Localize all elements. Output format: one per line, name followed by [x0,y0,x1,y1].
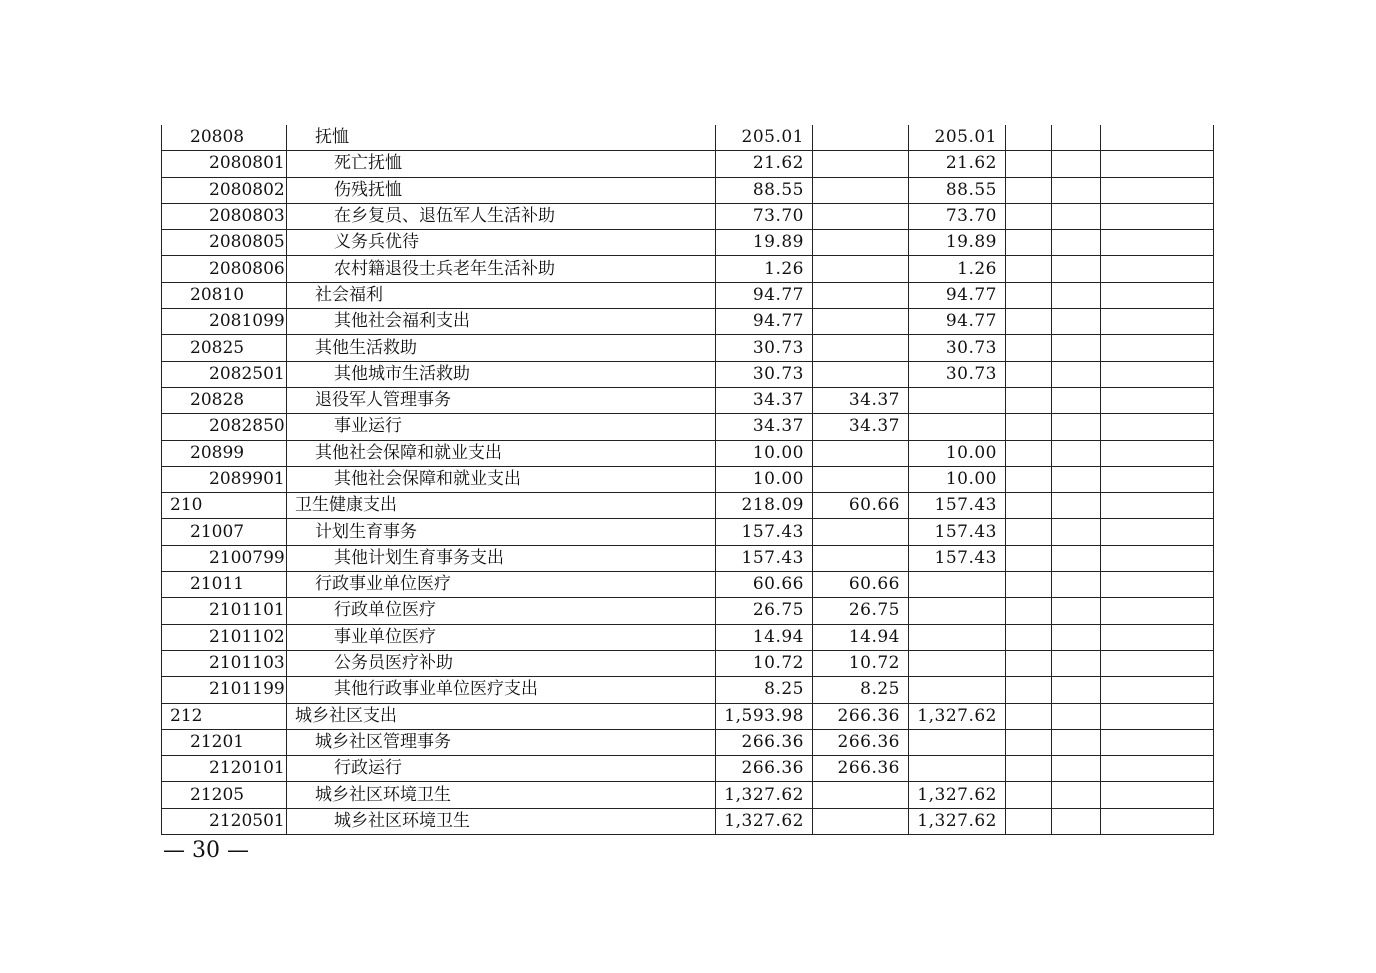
subject-code-cell: 20899 [162,440,287,466]
subject-code-cell: 2101103 [162,650,287,676]
empty-cell [1006,572,1052,598]
total-cell: 26.75 [716,598,813,624]
empty-cell [1006,598,1052,624]
empty-cell [1006,203,1052,229]
empty-cell [1006,335,1052,361]
empty-cell [1006,466,1052,492]
total-cell: 218.09 [716,493,813,519]
total-cell: 266.36 [716,729,813,755]
empty-cell [1052,677,1101,703]
empty-cell [1006,361,1052,387]
subject-code-cell: 20825 [162,335,287,361]
basic-expenditure-cell [813,361,909,387]
subject-name-cell: 事业单位医疗 [287,624,716,650]
empty-cell [1052,414,1101,440]
subject-name-cell: 城乡社区支出 [287,703,716,729]
project-expenditure-cell: 30.73 [909,335,1006,361]
project-expenditure-cell: 157.43 [909,545,1006,571]
project-expenditure-cell: 94.77 [909,309,1006,335]
empty-cell [1006,493,1052,519]
subject-name-cell: 伤残抚恤 [287,177,716,203]
basic-expenditure-cell [813,203,909,229]
empty-cell [1006,624,1052,650]
table-row [162,677,1214,703]
table-row [162,572,1214,598]
basic-expenditure-cell [813,782,909,808]
table-row [162,309,1214,335]
empty-cell [1006,677,1052,703]
total-cell: 60.66 [716,572,813,598]
basic-expenditure-cell [813,466,909,492]
subject-name-cell: 其他社会保障和就业支出 [287,466,716,492]
empty-cell [1101,466,1214,492]
project-expenditure-cell: 73.70 [909,203,1006,229]
table-row [162,650,1214,676]
subject-name-cell: 其他社会福利支出 [287,309,716,335]
empty-cell [1101,782,1214,808]
project-expenditure-cell [909,677,1006,703]
project-expenditure-cell [909,598,1006,624]
subject-code-cell: 2101102 [162,624,287,650]
total-cell: 34.37 [716,414,813,440]
subject-code-cell: 2080801 [162,151,287,177]
project-expenditure-cell [909,572,1006,598]
project-expenditure-cell [909,729,1006,755]
empty-cell [1052,729,1101,755]
subject-code-cell: 2082850 [162,414,287,440]
empty-cell [1101,256,1214,282]
subject-code-cell: 20808 [162,125,287,151]
subject-name-cell: 公务员医疗补助 [287,650,716,676]
subject-name-cell: 退役军人管理事务 [287,387,716,413]
subject-name-cell: 卫生健康支出 [287,493,716,519]
basic-expenditure-cell: 34.37 [813,387,909,413]
project-expenditure-cell: 19.89 [909,230,1006,256]
basic-expenditure-cell [813,545,909,571]
table-row [162,703,1214,729]
subject-name-cell: 死亡抚恤 [287,151,716,177]
project-expenditure-cell: 205.01 [909,125,1006,151]
subject-name-cell: 其他计划生育事务支出 [287,545,716,571]
table-row [162,545,1214,571]
empty-cell [1052,230,1101,256]
table-row [162,230,1214,256]
empty-cell [1006,309,1052,335]
total-cell: 88.55 [716,177,813,203]
empty-cell [1052,598,1101,624]
empty-cell [1052,387,1101,413]
project-expenditure-cell: 1.26 [909,256,1006,282]
empty-cell [1006,125,1052,151]
basic-expenditure-cell: 266.36 [813,703,909,729]
project-expenditure-cell: 10.00 [909,466,1006,492]
empty-cell [1101,598,1214,624]
table-row [162,624,1214,650]
empty-cell [1006,414,1052,440]
subject-name-cell: 社会福利 [287,282,716,308]
subject-code-cell: 2080806 [162,256,287,282]
total-cell: 94.77 [716,282,813,308]
table-row [162,756,1214,782]
subject-code-cell: 210 [162,493,287,519]
project-expenditure-cell: 1,327.62 [909,808,1006,834]
basic-expenditure-cell [813,230,909,256]
subject-name-cell: 其他生活救助 [287,335,716,361]
subject-code-cell: 20810 [162,282,287,308]
project-expenditure-cell [909,387,1006,413]
subject-code-cell: 2089901 [162,466,287,492]
empty-cell [1052,256,1101,282]
empty-cell [1052,703,1101,729]
basic-expenditure-cell [813,808,909,834]
total-cell: 10.00 [716,466,813,492]
empty-cell [1052,782,1101,808]
basic-expenditure-cell: 10.72 [813,650,909,676]
project-expenditure-cell [909,624,1006,650]
basic-expenditure-cell [813,125,909,151]
empty-cell [1052,572,1101,598]
project-expenditure-cell: 94.77 [909,282,1006,308]
basic-expenditure-cell: 8.25 [813,677,909,703]
empty-cell [1101,756,1214,782]
subject-name-cell: 其他行政事业单位医疗支出 [287,677,716,703]
subject-name-cell: 抚恤 [287,125,716,151]
project-expenditure-cell [909,650,1006,676]
empty-cell [1101,572,1214,598]
empty-cell [1101,493,1214,519]
empty-cell [1052,177,1101,203]
empty-cell [1006,230,1052,256]
table-row [162,125,1214,151]
empty-cell [1101,335,1214,361]
empty-cell [1101,230,1214,256]
empty-cell [1006,387,1052,413]
empty-cell [1101,440,1214,466]
total-cell: 21.62 [716,151,813,177]
budget-table [161,125,1214,835]
subject-name-cell: 城乡社区环境卫生 [287,808,716,834]
empty-cell [1052,203,1101,229]
table-row [162,203,1214,229]
empty-cell [1006,151,1052,177]
table-row [162,440,1214,466]
empty-cell [1052,282,1101,308]
subject-code-cell: 2101101 [162,598,287,624]
empty-cell [1006,177,1052,203]
empty-cell [1052,808,1101,834]
table-row [162,335,1214,361]
table-row [162,493,1214,519]
empty-cell [1101,519,1214,545]
table-row [162,782,1214,808]
empty-cell [1052,125,1101,151]
subject-code-cell: 2100799 [162,545,287,571]
subject-code-cell: 2101199 [162,677,287,703]
empty-cell [1101,282,1214,308]
subject-name-cell: 行政运行 [287,756,716,782]
project-expenditure-cell: 30.73 [909,361,1006,387]
empty-cell [1101,677,1214,703]
subject-name-cell: 其他社会保障和就业支出 [287,440,716,466]
table-row [162,177,1214,203]
subject-code-cell: 21007 [162,519,287,545]
empty-cell [1101,545,1214,571]
empty-cell [1101,151,1214,177]
empty-cell [1101,650,1214,676]
basic-expenditure-cell: 266.36 [813,729,909,755]
subject-code-cell: 21205 [162,782,287,808]
empty-cell [1052,493,1101,519]
page-number: — 30 — [163,838,249,863]
subject-code-cell: 20828 [162,387,287,413]
subject-name-cell: 农村籍退役士兵老年生活补助 [287,256,716,282]
empty-cell [1052,361,1101,387]
subject-code-cell: 2082501 [162,361,287,387]
empty-cell [1006,256,1052,282]
basic-expenditure-cell: 14.94 [813,624,909,650]
empty-cell [1006,519,1052,545]
subject-code-cell: 21201 [162,729,287,755]
table-row [162,414,1214,440]
basic-expenditure-cell [813,440,909,466]
table-body [162,125,1214,835]
total-cell: 157.43 [716,519,813,545]
subject-name-cell: 事业运行 [287,414,716,440]
empty-cell [1101,309,1214,335]
total-cell: 30.73 [716,335,813,361]
total-cell: 14.94 [716,624,813,650]
empty-cell [1101,703,1214,729]
empty-cell [1052,151,1101,177]
basic-expenditure-cell [813,177,909,203]
subject-name-cell: 城乡社区管理事务 [287,729,716,755]
empty-cell [1101,624,1214,650]
basic-expenditure-cell [813,282,909,308]
table-row [162,729,1214,755]
empty-cell [1052,335,1101,361]
basic-expenditure-cell: 266.36 [813,756,909,782]
empty-cell [1101,387,1214,413]
empty-cell [1052,624,1101,650]
empty-cell [1052,756,1101,782]
subject-code-cell: 2081099 [162,309,287,335]
basic-expenditure-cell: 60.66 [813,572,909,598]
basic-expenditure-cell [813,151,909,177]
subject-code-cell: 2080802 [162,177,287,203]
table-row [162,519,1214,545]
project-expenditure-cell [909,414,1006,440]
subject-code-cell: 212 [162,703,287,729]
total-cell: 205.01 [716,125,813,151]
subject-code-cell: 2080805 [162,230,287,256]
project-expenditure-cell: 10.00 [909,440,1006,466]
empty-cell [1006,282,1052,308]
empty-cell [1052,440,1101,466]
empty-cell [1101,414,1214,440]
table-row [162,466,1214,492]
basic-expenditure-cell [813,256,909,282]
project-expenditure-cell: 157.43 [909,519,1006,545]
project-expenditure-cell: 1,327.62 [909,782,1006,808]
table-row [162,151,1214,177]
empty-cell [1006,808,1052,834]
subject-name-cell: 在乡复员、退伍军人生活补助 [287,203,716,229]
empty-cell [1006,782,1052,808]
subject-name-cell: 其他城市生活救助 [287,361,716,387]
table-row [162,808,1214,834]
total-cell: 1.26 [716,256,813,282]
basic-expenditure-cell [813,309,909,335]
empty-cell [1101,361,1214,387]
total-cell: 34.37 [716,387,813,413]
table-row [162,598,1214,624]
empty-cell [1006,545,1052,571]
empty-cell [1006,756,1052,782]
basic-expenditure-cell [813,519,909,545]
empty-cell [1006,440,1052,466]
project-expenditure-cell: 157.43 [909,493,1006,519]
total-cell: 94.77 [716,309,813,335]
subject-code-cell: 2120101 [162,756,287,782]
project-expenditure-cell: 1,327.62 [909,703,1006,729]
table-row [162,282,1214,308]
subject-name-cell: 义务兵优待 [287,230,716,256]
basic-expenditure-cell: 60.66 [813,493,909,519]
empty-cell [1006,703,1052,729]
table-row [162,361,1214,387]
subject-name-cell: 计划生育事务 [287,519,716,545]
empty-cell [1006,650,1052,676]
project-expenditure-cell: 88.55 [909,177,1006,203]
project-expenditure-cell [909,756,1006,782]
empty-cell [1101,729,1214,755]
total-cell: 8.25 [716,677,813,703]
empty-cell [1101,177,1214,203]
total-cell: 1,327.62 [716,808,813,834]
total-cell: 10.72 [716,650,813,676]
total-cell: 1,593.98 [716,703,813,729]
subject-code-cell: 2120501 [162,808,287,834]
total-cell: 1,327.62 [716,782,813,808]
total-cell: 157.43 [716,545,813,571]
empty-cell [1101,203,1214,229]
total-cell: 266.36 [716,756,813,782]
total-cell: 73.70 [716,203,813,229]
subject-name-cell: 行政单位医疗 [287,598,716,624]
basic-expenditure-cell [813,335,909,361]
subject-code-cell: 2080803 [162,203,287,229]
total-cell: 30.73 [716,361,813,387]
empty-cell [1052,545,1101,571]
total-cell: 19.89 [716,230,813,256]
empty-cell [1052,466,1101,492]
subject-name-cell: 城乡社区环境卫生 [287,782,716,808]
basic-expenditure-cell: 34.37 [813,414,909,440]
table-row [162,256,1214,282]
empty-cell [1052,309,1101,335]
empty-cell [1101,808,1214,834]
empty-cell [1101,125,1214,151]
empty-cell [1052,519,1101,545]
project-expenditure-cell: 21.62 [909,151,1006,177]
empty-cell [1052,650,1101,676]
table-row [162,387,1214,413]
subject-code-cell: 21011 [162,572,287,598]
subject-name-cell: 行政事业单位医疗 [287,572,716,598]
basic-expenditure-cell: 26.75 [813,598,909,624]
total-cell: 10.00 [716,440,813,466]
empty-cell [1006,729,1052,755]
